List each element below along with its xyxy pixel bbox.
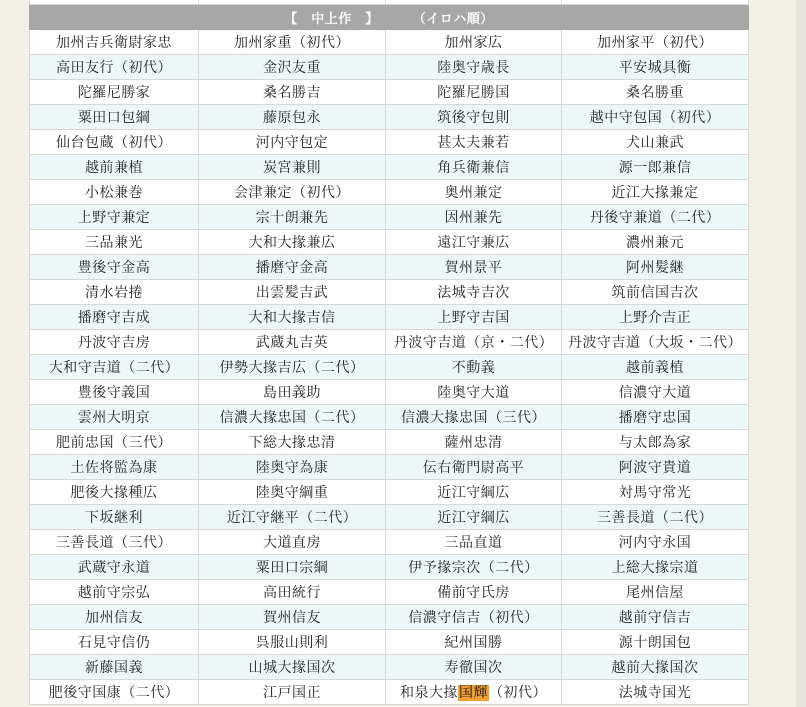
swordsmith-name-cell: 筑前信国吉次 xyxy=(562,280,749,305)
cell-text-before: 和泉大掾 xyxy=(400,685,458,701)
swordsmith-name-cell: 土佐将監為康 xyxy=(30,455,199,480)
swordsmith-name-cell: 丹波守吉房 xyxy=(30,330,199,355)
swordsmith-name-cell: 河内守永国 xyxy=(562,530,749,555)
swordsmith-name-cell: 石見守信仍 xyxy=(30,630,199,655)
swordsmith-name-cell: 近江大掾兼定 xyxy=(562,180,749,205)
swordsmith-name-cell: 高田統行 xyxy=(199,580,386,605)
swordsmith-name-cell: 三善長道（三代） xyxy=(30,530,199,555)
swordsmith-name-cell: 炭宮兼則 xyxy=(199,155,386,180)
swordsmith-name-cell: 加州家平（初代） xyxy=(562,30,749,55)
swordsmith-name-cell: 犬山兼武 xyxy=(562,130,749,155)
swordsmith-name-cell: 島田義助 xyxy=(199,380,386,405)
swordsmith-name-cell: 高田友行（初代） xyxy=(30,55,199,80)
swordsmith-name-cell: 濃州兼元 xyxy=(562,230,749,255)
swordsmith-name-cell: 平安城具衡 xyxy=(562,55,749,80)
table-row xyxy=(30,205,749,230)
swordsmith-name-cell: 甚太夫兼若 xyxy=(386,130,562,155)
swordsmith-name-cell: 備前守氏房 xyxy=(386,580,562,605)
swordsmith-name-cell: 三品兼光 xyxy=(30,230,199,255)
swordsmith-name-cell: 桑名勝吉 xyxy=(199,80,386,105)
swordsmith-name-cell: 伊勢大掾吉広（二代） xyxy=(199,355,386,380)
swordsmith-name-cell: 法城寺吉次 xyxy=(386,280,562,305)
swordsmith-name-cell: 陸奥守綱重 xyxy=(199,480,386,505)
swordsmith-name-cell: 信濃守大道 xyxy=(562,380,749,405)
swordsmith-name-cell: 武蔵守永道 xyxy=(30,555,199,580)
search-highlight: 国輝 xyxy=(459,685,488,701)
swordsmith-list-container xyxy=(29,0,748,705)
swordsmith-name-cell: 小松兼巻 xyxy=(30,180,199,205)
section-header-cell xyxy=(30,5,749,30)
swordsmith-name-cell: 武蔵丸吉英 xyxy=(199,330,386,355)
swordsmith-name-cell: 上野介吉正 xyxy=(562,305,749,330)
swordsmith-name-cell: 下坂継利 xyxy=(30,505,199,530)
table-row xyxy=(30,580,749,605)
swordsmith-name-cell: 出雲髪吉武 xyxy=(199,280,386,305)
swordsmith-name-cell: 会津兼定（初代） xyxy=(199,180,386,205)
swordsmith-name-cell: 播磨守金高 xyxy=(199,255,386,280)
swordsmith-name-cell: 法城寺国光 xyxy=(562,680,749,705)
table-row xyxy=(30,180,749,205)
table-row xyxy=(30,355,749,380)
table-row xyxy=(30,55,749,80)
swordsmith-name-cell: 丹後守兼道（二代） xyxy=(562,205,749,230)
table-row xyxy=(30,430,749,455)
table-row xyxy=(30,230,749,255)
swordsmith-name-cell: 肥後守国康（二代） xyxy=(30,680,199,705)
swordsmith-name-cell: 近江守継平（二代） xyxy=(199,505,386,530)
swordsmith-name-cell: 薩州忠清 xyxy=(386,430,562,455)
swordsmith-name-cell: 奥州兼定 xyxy=(386,180,562,205)
swordsmith-name-cell: 大和大掾兼広 xyxy=(199,230,386,255)
swordsmith-name-cell: 上野守吉国 xyxy=(386,305,562,330)
swordsmith-name-cell: 陸奥守為康 xyxy=(199,455,386,480)
swordsmith-name-cell: 陀羅尼勝家 xyxy=(30,80,199,105)
swordsmith-name-cell: 雲州大明京 xyxy=(30,405,199,430)
swordsmith-name-cell: 大和大掾吉信 xyxy=(199,305,386,330)
swordsmith-name-cell: 陸奥守歳長 xyxy=(386,55,562,80)
swordsmith-name-cell: 呉服山則利 xyxy=(199,630,386,655)
swordsmith-name-cell: 宗十朗兼先 xyxy=(199,205,386,230)
swordsmith-name-cell: 紀州国勝 xyxy=(386,630,562,655)
swordsmith-name-cell: 上野守兼定 xyxy=(30,205,199,230)
table-row xyxy=(30,680,749,705)
swordsmith-name-cell: 近江守綱広 xyxy=(386,480,562,505)
table-row xyxy=(30,480,749,505)
swordsmith-name-cell: 播磨守忠国 xyxy=(562,405,749,430)
swordsmith-name-cell: 伝右衛門尉高平 xyxy=(386,455,562,480)
table-row xyxy=(30,555,749,580)
swordsmith-name-cell: 信濃大掾忠国（二代） xyxy=(199,405,386,430)
swordsmith-name-cell: 筑後守包則 xyxy=(386,105,562,130)
table-row xyxy=(30,605,749,630)
swordsmith-name-cell: 源一郎兼信 xyxy=(562,155,749,180)
swordsmith-name-cell: 金沢友重 xyxy=(199,55,386,80)
swordsmith-name-cell: 寿徹国次 xyxy=(386,655,562,680)
swordsmith-name-cell: 陸奥守大道 xyxy=(386,380,562,405)
table-row xyxy=(30,105,749,130)
swordsmith-name-cell: 越前大掾国次 xyxy=(562,655,749,680)
swordsmith-name-cell: 遠江守兼広 xyxy=(386,230,562,255)
table-row xyxy=(30,130,749,155)
swordsmith-name-cell: 粟田口宗綱 xyxy=(199,555,386,580)
swordsmith-name-cell xyxy=(386,680,562,705)
swordsmith-name-cell: 越前守信吉 xyxy=(562,605,749,630)
swordsmith-name-cell: 上総大掾宗道 xyxy=(562,555,749,580)
swordsmith-name-cell: 三品直道 xyxy=(386,530,562,555)
swordsmith-name-cell: 源十朗国包 xyxy=(562,630,749,655)
swordsmith-name-cell: 近江守綱広 xyxy=(386,505,562,530)
swordsmith-name-cell: 不動義 xyxy=(386,355,562,380)
table-row xyxy=(30,380,749,405)
swordsmith-name-cell: 尾州信屋 xyxy=(562,580,749,605)
swordsmith-name-cell: 加州家重（初代） xyxy=(199,30,386,55)
table-row xyxy=(30,655,749,680)
swordsmith-name-cell: 越前守宗弘 xyxy=(30,580,199,605)
swordsmith-name-cell: 対馬守常光 xyxy=(562,480,749,505)
table-row xyxy=(30,630,749,655)
swordsmith-name-cell: 山城大掾国次 xyxy=(199,655,386,680)
swordsmith-name-cell: 粟田口包綱 xyxy=(30,105,199,130)
table-row xyxy=(30,155,749,180)
swordsmith-name-cell: 賀州信友 xyxy=(199,605,386,630)
swordsmith-name-cell: 越前義植 xyxy=(562,355,749,380)
swordsmith-name-cell: 丹波守吉道（大坂・二代） xyxy=(562,330,749,355)
swordsmith-name-cell: 藤原包永 xyxy=(199,105,386,130)
swordsmith-name-cell: 因州兼先 xyxy=(386,205,562,230)
cell-text-after: （初代） xyxy=(489,685,547,701)
swordsmith-name-cell: 三善長道（二代） xyxy=(562,505,749,530)
swordsmith-name-cell: 阿州髪継 xyxy=(562,255,749,280)
swordsmith-name-cell: 清水岩捲 xyxy=(30,280,199,305)
window-right-edge xyxy=(796,0,806,707)
swordsmith-name-cell: 丹波守吉道（京・二代） xyxy=(386,330,562,355)
table-row xyxy=(30,255,749,280)
swordsmith-name-cell: 河内守包定 xyxy=(199,130,386,155)
table-row xyxy=(30,330,749,355)
swordsmith-name-cell: 与太郎為家 xyxy=(562,430,749,455)
swordsmith-name-cell: 角兵衛兼信 xyxy=(386,155,562,180)
table-row xyxy=(30,80,749,105)
swordsmith-name-cell: 越前兼植 xyxy=(30,155,199,180)
swordsmith-name-cell: 肥後大掾種広 xyxy=(30,480,199,505)
table-row xyxy=(30,505,749,530)
section-subtitle: （イロハ順） xyxy=(412,11,494,27)
table-row xyxy=(30,455,749,480)
swordsmith-name-cell: 越中守包国（初代） xyxy=(562,105,749,130)
swordsmith-name-cell: 豊後守金高 xyxy=(30,255,199,280)
swordsmith-name-cell: 信濃守信吉（初代） xyxy=(386,605,562,630)
swordsmith-name-cell: 播磨守吉成 xyxy=(30,305,199,330)
swordsmith-name-cell: 大道直房 xyxy=(199,530,386,555)
swordsmith-name-cell: 大和守吉道（二代） xyxy=(30,355,199,380)
swordsmith-name-cell: 加州吉兵衛尉家忠 xyxy=(30,30,199,55)
table-row xyxy=(30,530,749,555)
swordsmith-name-cell: 伊予掾宗次（二代） xyxy=(386,555,562,580)
swordsmith-name-cell: 下総大掾忠清 xyxy=(199,430,386,455)
section-title: 【 中上作 】 xyxy=(284,11,379,27)
swordsmith-name-cell: 加州家広 xyxy=(386,30,562,55)
swordsmith-name-cell: 阿波守貴道 xyxy=(562,455,749,480)
swordsmith-name-cell: 陀羅尼勝国 xyxy=(386,80,562,105)
table-row xyxy=(30,305,749,330)
swordsmith-name-cell: 加州信友 xyxy=(30,605,199,630)
swordsmith-name-cell: 信濃大掾忠国（三代） xyxy=(386,405,562,430)
swordsmith-name-cell: 豊後守義国 xyxy=(30,380,199,405)
table-row xyxy=(30,405,749,430)
swordsmith-name-cell: 桑名勝重 xyxy=(562,80,749,105)
swordsmith-name-cell: 新藤国義 xyxy=(30,655,199,680)
table-row xyxy=(30,280,749,305)
table-header-row xyxy=(30,5,749,30)
swordsmith-name-cell: 江戸国正 xyxy=(199,680,386,705)
table-row xyxy=(30,30,749,55)
swordsmith-name-cell: 賀州景平 xyxy=(386,255,562,280)
swordsmith-table xyxy=(29,0,749,705)
table-body xyxy=(30,0,749,705)
swordsmith-name-cell: 肥前忠国（三代） xyxy=(30,430,199,455)
swordsmith-name-cell: 仙台包蔵（初代） xyxy=(30,130,199,155)
